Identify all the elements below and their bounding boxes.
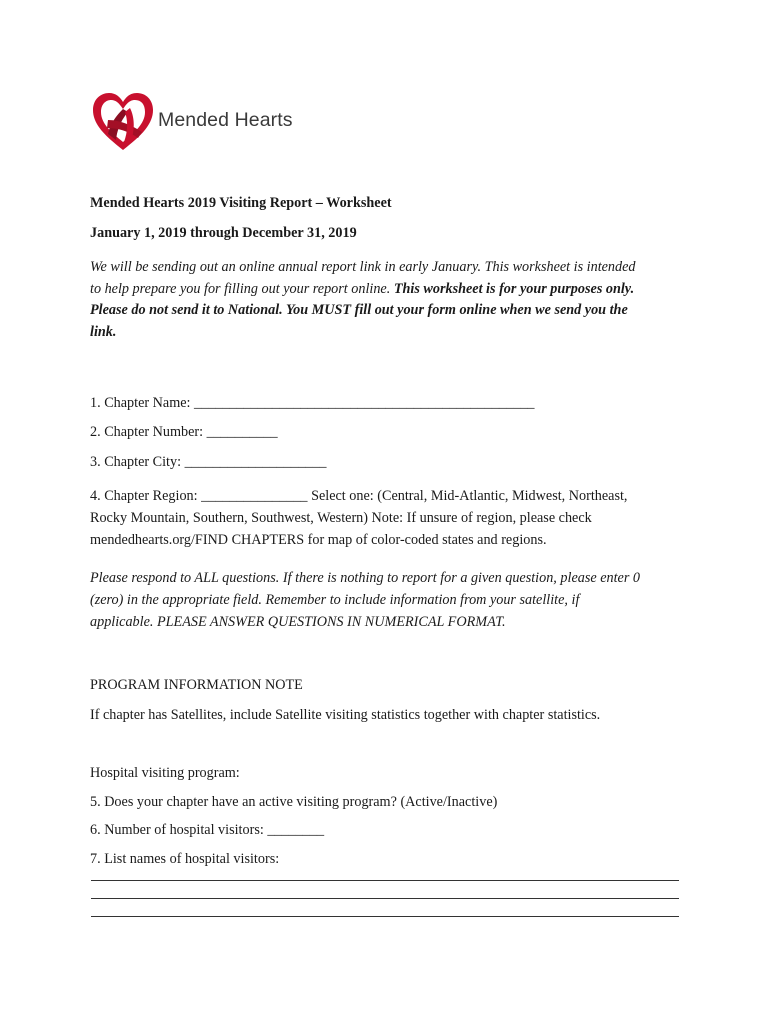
program-note-text: If chapter has Satellites, include Satellite visiting statistics together with chapter statistics. xyxy=(90,707,601,723)
intro-line-4: link. xyxy=(90,324,117,340)
logo-wordmark: Mended Hearts xyxy=(158,109,293,131)
hospital-program-heading: Hospital visiting program: xyxy=(90,765,240,781)
question-chapter-region-line-2: Rocky Mountain, Southern, Southwest, Western) Note: If unsure of region, please check xyxy=(90,510,592,526)
question-chapter-region-line-1: 4. Chapter Region: _______________ Select one: (Central, Mid-Atlantic, Midwest, Northeast, xyxy=(90,488,628,504)
program-note-heading: PROGRAM INFORMATION NOTE xyxy=(90,677,303,693)
question-chapter-city: 3. Chapter City: ____________________ xyxy=(90,454,327,470)
date-range: January 1, 2019 through December 31, 2019 xyxy=(90,225,357,241)
instructions-line-1: Please respond to ALL questions. If there is nothing to report for a given question, please enter 0 xyxy=(90,570,640,586)
intro-line-2-plain: to help prepare you for filling out your report online. xyxy=(90,281,394,297)
instructions-line-2: (zero) in the appropriate field. Remember to include information from your satellite, if xyxy=(90,592,580,608)
instructions-line-3: applicable. PLEASE ANSWER QUESTIONS IN NUMERICAL FORMAT. xyxy=(90,614,506,630)
mended-hearts-logo xyxy=(90,90,293,154)
intro-line-3: Please do not send it to National. You MUST fill out your form online when we send you the xyxy=(90,302,628,318)
question-active-program: 5. Does your chapter have an active visiting program? (Active/Inactive) xyxy=(90,794,498,810)
question-chapter-number: 2. Chapter Number: __________ xyxy=(90,424,278,440)
question-list-visitors: 7. List names of hospital visitors: xyxy=(90,851,280,867)
answer-line-3 xyxy=(91,916,679,917)
question-chapter-name: 1. Chapter Name: ________________________________________________ xyxy=(90,395,535,411)
question-number-of-visitors: 6. Number of hospital visitors: ________ xyxy=(90,822,325,838)
intro-line-2-bold: This worksheet is for your purposes only. xyxy=(393,281,635,297)
intro-line-2 xyxy=(90,280,634,298)
heart-ribbon-icon xyxy=(90,90,156,154)
answer-line-1 xyxy=(91,880,679,881)
answer-line-2 xyxy=(91,898,679,899)
question-chapter-region-line-3: mendedhearts.org/FIND CHAPTERS for map of color-coded states and regions. xyxy=(90,532,547,548)
intro-line-1: We will be sending out an online annual report link in early January. This worksheet is intended xyxy=(90,259,636,275)
document-title: Mended Hearts 2019 Visiting Report – Worksheet xyxy=(90,195,392,211)
